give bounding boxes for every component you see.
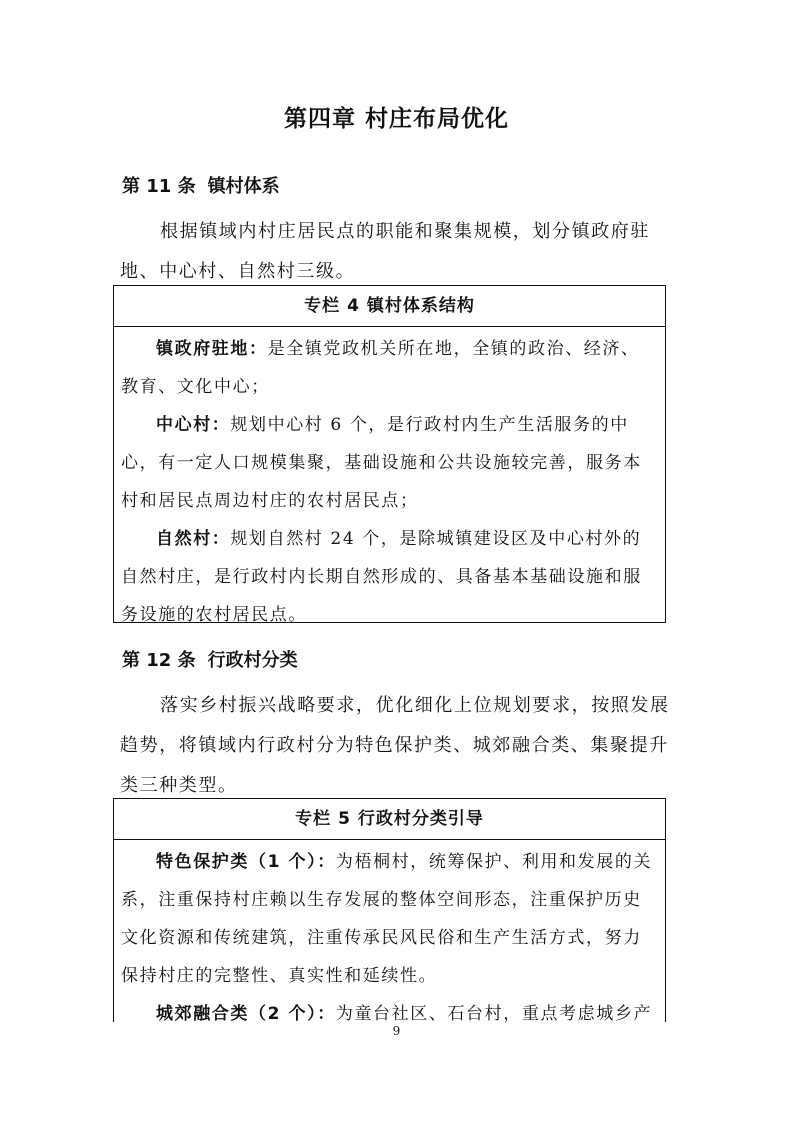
feature-box-5-title: 专栏 5 行政村分类引导	[114, 799, 665, 840]
box5-item-text: 为童台社区、石台村，重点考虑城乡产	[335, 1004, 653, 1024]
box4-item-term: 自然村：	[156, 529, 231, 549]
article-12-number: 第 12 条	[122, 650, 196, 671]
article-11-title: 镇村体系	[207, 176, 280, 197]
article-12-title: 行政村分类	[207, 650, 298, 671]
box4-item-term: 镇政府驻地：	[156, 339, 268, 359]
article-11-heading	[122, 172, 280, 198]
feature-box-5-body	[114, 840, 665, 1033]
box4-item-term: 中心村：	[156, 415, 231, 435]
box4-item-natural-village	[121, 520, 653, 634]
box4-item-text: 规划中心村 6 个，是行政村内生产生活服务的中心，有一定人口规模集聚，基础设施和公共设施较完善，服务本村和居民点周边村庄的农村居民点；	[121, 415, 642, 511]
feature-box-4	[113, 285, 666, 623]
feature-box-5	[113, 798, 666, 1022]
article-12-paragraph: 落实乡村振兴战略要求，优化细化上位规划要求，按照发展趋势，将镇域内行政村分为特色保护类、城郊融合类、集聚提升类三种类型。	[120, 695, 670, 796]
box5-item-term: 城郊融合类（2 个）：	[156, 1004, 336, 1024]
box4-item-town-seat	[121, 330, 653, 406]
box5-item-text: 为梧桐村，统筹保护、利用和发展的关系，注重保持村庄赖以生存发展的整体空间形态，注重保护历史文化资源和传统建筑，注重传承民风民俗和生产生活方式，努力保持村庄的完整性、真实性和延续性。	[121, 852, 653, 986]
chapter-title: 第四章 村庄布局优化	[283, 106, 509, 132]
feature-box-4-body	[114, 327, 665, 634]
feature-box-4-title: 专栏 4 镇村体系结构	[114, 286, 665, 327]
box4-item-text: 规划自然村 24 个，是除城镇建设区及中心村外的自然村庄，是行政村内长期自然形成的、具备基本基础设施和服务设施的农村居民点。	[121, 529, 642, 625]
article-11-paragraph: 根据镇域内村庄居民点的职能和聚集规模，划分镇政府驻地、中心村、自然村三级。	[120, 221, 650, 282]
box5-item-term: 特色保护类（1 个）：	[156, 852, 336, 872]
box4-item-text: 是全镇党政机关所在地，全镇的政治、经济、教育、文化中心；	[121, 339, 640, 397]
box5-item-characteristic-protection	[121, 843, 653, 995]
article-12-heading	[122, 646, 298, 672]
article-11-number: 第 11 条	[122, 176, 196, 197]
page-number: 9	[392, 1024, 401, 1038]
box4-item-central-village	[121, 406, 653, 520]
